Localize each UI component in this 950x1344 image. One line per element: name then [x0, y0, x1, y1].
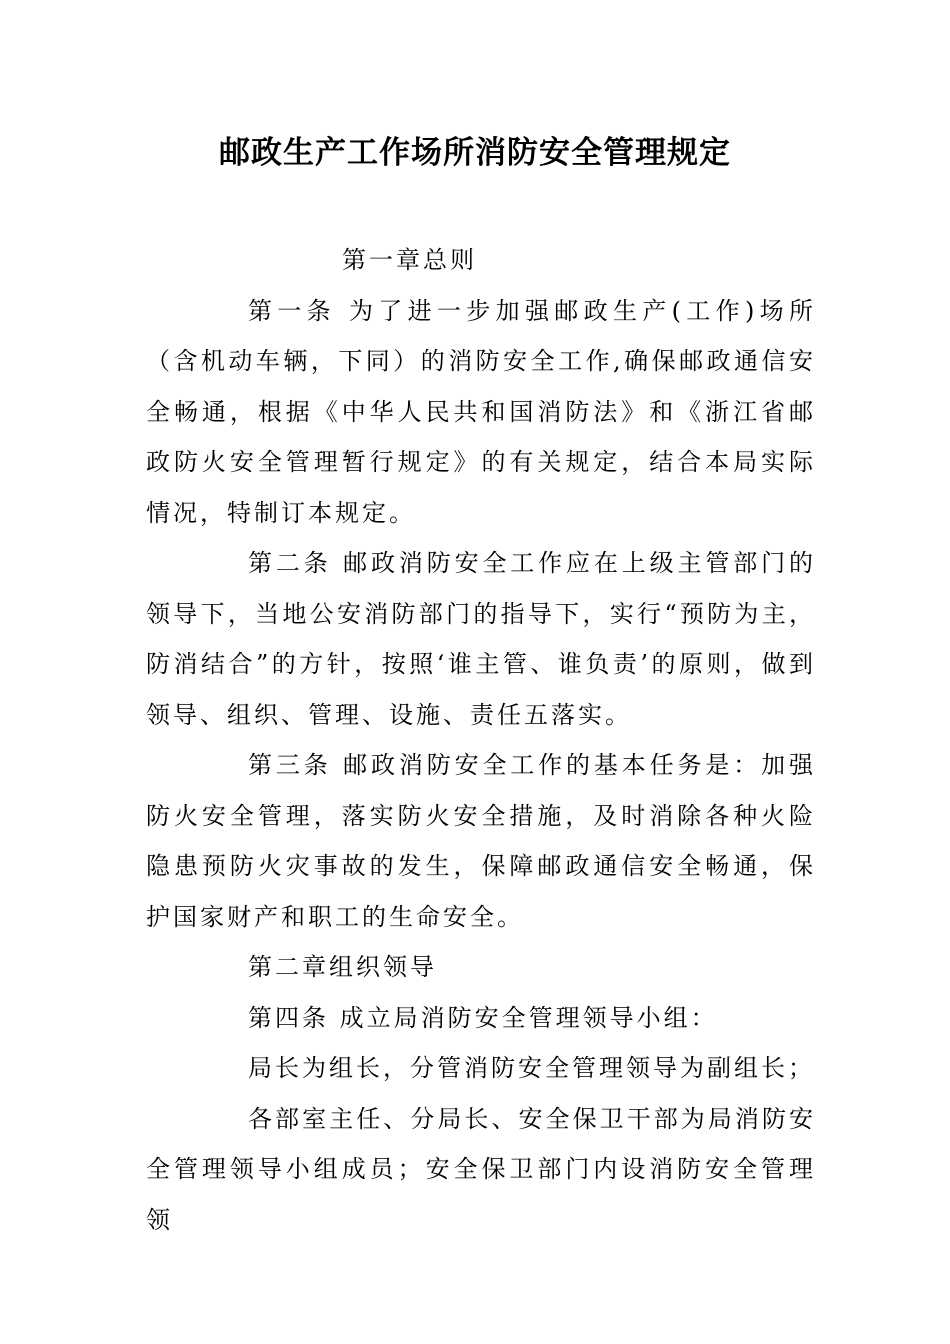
document-title: 邮政生产工作场所消防安全管理规定: [219, 135, 731, 171]
article-4-paragraph-2: 各部室主任、分局长、安全保卫干部为局消防安全管理领导小组成员；安全保卫部门内设消防安全管理领: [146, 1104, 816, 1234]
article-2: 第二条 邮政消防安全工作应在上级主管部门的领导下，当地公安消防部门的指导下，实行“预防为主，防消结合”的方针，按照‘谁主管、谁负责’的原则，做到领导、组织、管理、设施、责任五落实。: [146, 549, 816, 729]
article-3: 第三条 邮政消防安全工作的基本任务是：加强防火安全管理，落实防火安全措施，及时消除各种火险隐患预防火灾事故的发生，保障邮政通信安全畅通，保护国家财产和职工的生命安全。: [146, 751, 816, 931]
chapter-2-heading: 第二章组织领导: [248, 953, 437, 981]
document-body: [146, 235, 816, 1245]
article-4: 第四条 成立局消防安全管理领导小组：: [248, 1003, 718, 1032]
article-4-paragraph-1: 局长为组长，分管消防安全管理领导为副组长；: [248, 1054, 815, 1082]
chapter-1-heading: 第一章总则: [342, 246, 477, 274]
article-1: 第一条 为了进一步加强邮政生产(工作)场所（含机动车辆，下同）的消防安全工作,确保邮政通信安全畅通，根据《中华人民共和国消防法》和《浙江省邮政防火安全管理暂行规定》的有关规定，结合本局实际情况，特制订本规定。: [146, 296, 816, 527]
